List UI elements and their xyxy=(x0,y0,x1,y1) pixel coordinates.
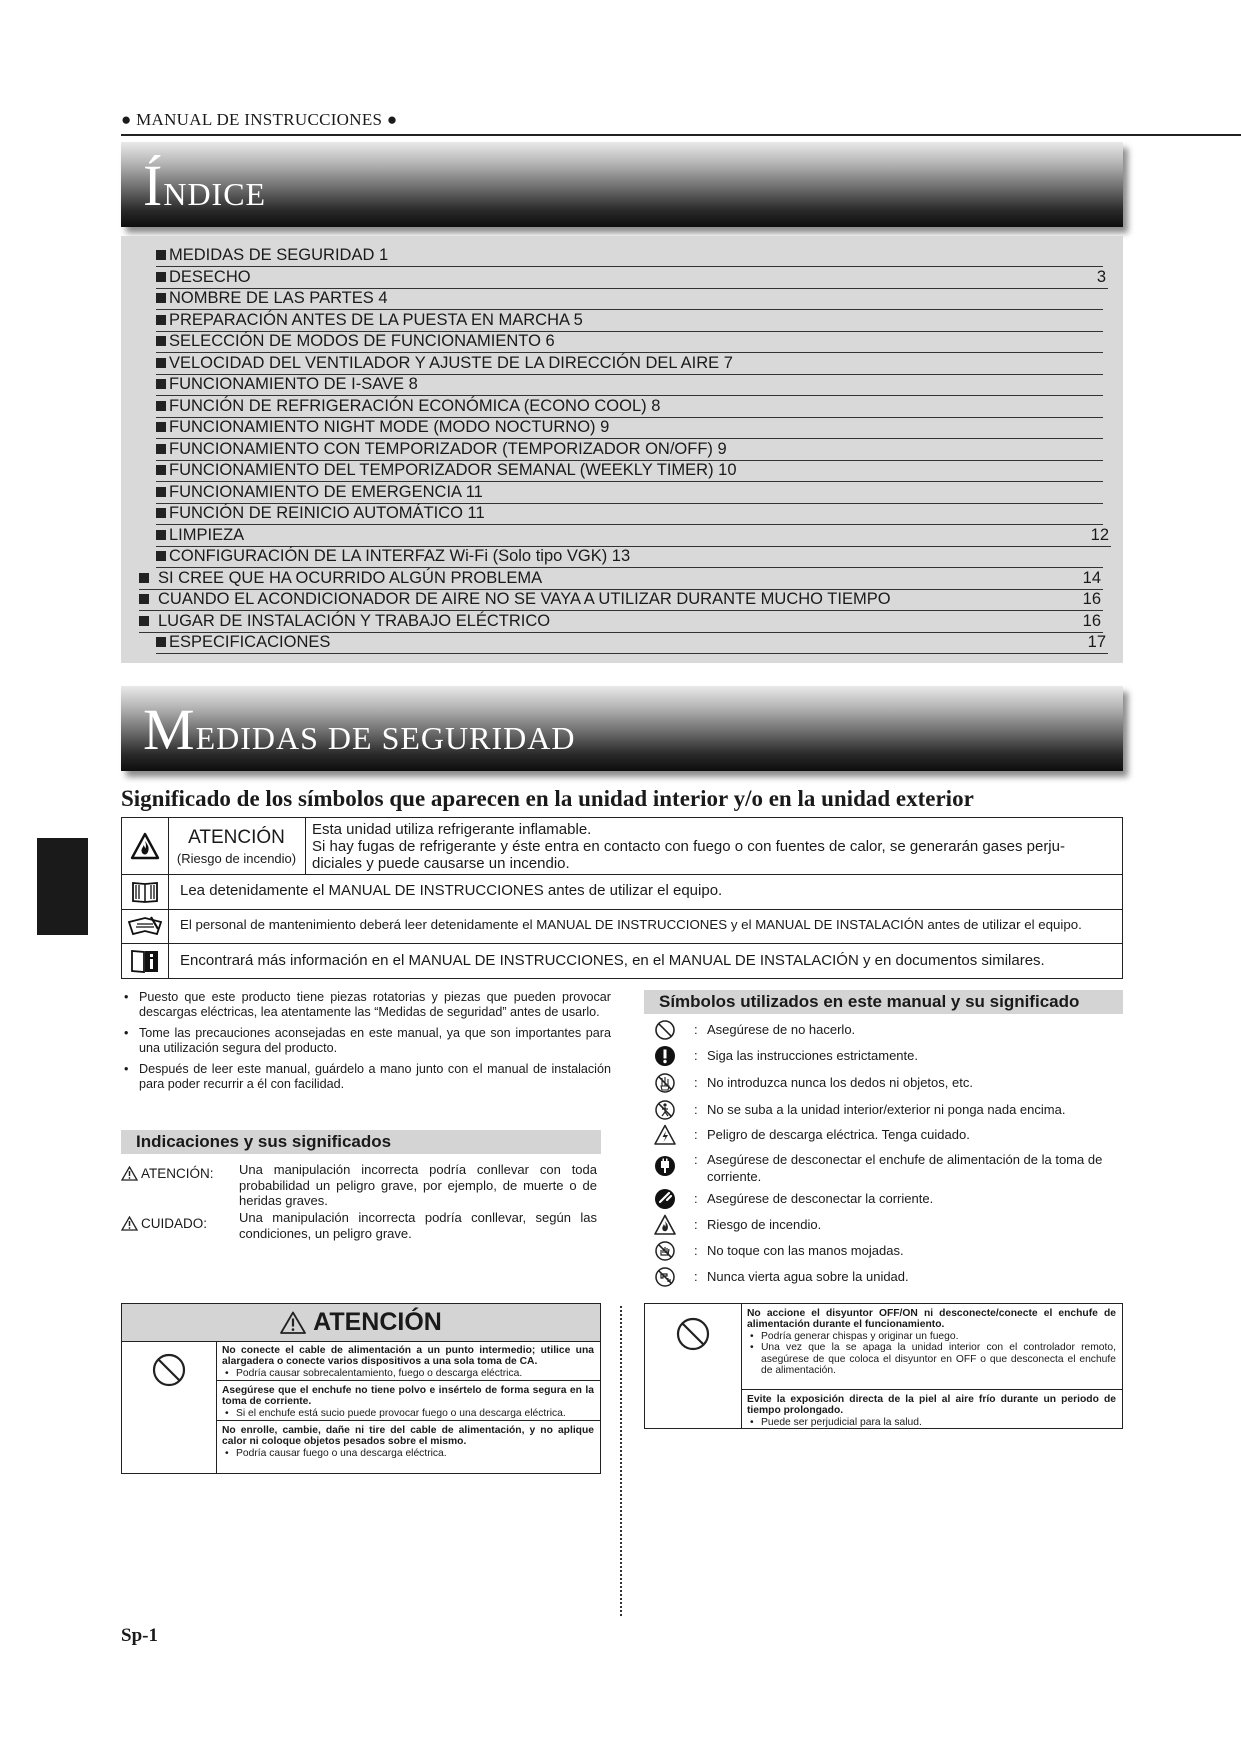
table-row xyxy=(122,909,1122,944)
info-manual-icon xyxy=(122,943,169,978)
list-item: • Puesto que este producto tiene piezas rotatorias y piezas que pueden provocar descargas eléctricas, lea atentamente las “Medidas de seguridad” antes de usarlo. xyxy=(121,990,611,1020)
table-row xyxy=(122,943,1122,978)
column-divider xyxy=(620,1306,622,1616)
warning-icon-cell xyxy=(122,1341,217,1473)
toc-item[interactable]: LUGAR DE INSTALACIÓN Y TRABAJO ELÉCTRICO 16 xyxy=(139,611,1103,633)
square-bullet-icon xyxy=(156,315,166,325)
unit-symbols-table xyxy=(121,817,1123,979)
square-bullet-icon xyxy=(156,293,166,303)
fire-risk-label: ATENCIÓN (Riesgo de incendio) xyxy=(168,818,306,874)
warning-label: ATENCIÓN: xyxy=(121,1166,214,1182)
list-item: • Tome las precauciones aconsejadas en este manual, ya que son importantes para una utilización segura del producto. xyxy=(121,1026,611,1056)
service-manual-icon xyxy=(122,909,169,943)
toc-item[interactable]: ESPECIFICACIONES 17 xyxy=(156,632,1108,654)
toc-item[interactable]: CONFIGURACIÓN DE LA INTERFAZ Wi-Fi (Solo tipo VGK) 13 xyxy=(156,546,1103,568)
list-item: • Después de leer este manual, guárdelo a mano junto con el manual de instalación para poder recurrir a él con facilidad. xyxy=(121,1062,611,1092)
flammable-refrigerant-text: Esta unidad utiliza refrigerante inflamable. Si hay fugas de refrigerante y éste entra en contacto con fuego o con fuentes de calor, se generarán gases perju- diciales y puede causarse un incendio. xyxy=(312,821,1065,872)
breaker-warning-box xyxy=(644,1303,1123,1429)
square-bullet-icon xyxy=(156,551,166,561)
square-bullet-icon xyxy=(139,616,149,626)
table-row xyxy=(122,818,1122,875)
warning-description: Una manipulación incorrecta podría conllevar con toda probabilidad un peligro grave, por ejemplo, de muerte o de heridas graves. xyxy=(239,1162,597,1208)
symbols-subheading: Significado de los símbolos que aparecen en la unidad interior y/o en la unidad exterior xyxy=(121,786,974,811)
section-tab xyxy=(37,838,88,935)
mandatory-icon xyxy=(654,1045,676,1067)
index-title: ÍNDICE xyxy=(143,153,267,218)
table-of-contents xyxy=(121,236,1123,663)
square-bullet-icon xyxy=(156,487,166,497)
square-bullet-icon xyxy=(156,272,166,282)
square-bullet-icon xyxy=(139,594,149,604)
warning-box xyxy=(121,1303,601,1474)
symbols-used-heading: Símbolos utilizados en este manual y su significado xyxy=(644,990,1123,1014)
square-bullet-icon xyxy=(156,444,166,454)
no-water-icon xyxy=(654,1266,676,1288)
square-bullet-icon xyxy=(156,336,166,346)
square-bullet-icon xyxy=(156,379,166,389)
square-bullet-icon xyxy=(156,508,166,518)
toc-item[interactable]: FUNCIÓN DE REINICIO AUTOMÁTICO 11 xyxy=(156,503,1103,525)
caution-triangle-icon xyxy=(121,1216,138,1231)
indications-heading: Indicaciones y sus significados xyxy=(121,1130,601,1154)
toc-item[interactable]: PREPARACIÓN ANTES DE LA PUESTA EN MARCHA 5 xyxy=(156,310,1103,332)
safety-banner xyxy=(121,686,1123,771)
intro-bullets xyxy=(121,990,611,1098)
read-manual-icon xyxy=(122,874,169,909)
no-step-icon xyxy=(654,1099,676,1121)
safety-title: MEDIDAS DE SEGURIDAD xyxy=(143,697,576,762)
info-manual-text: Encontrará más información en el MANUAL DE INSTRUCCIONES, en el MANUAL DE INSTALACIÓN y en documentos similares. xyxy=(180,952,1045,969)
toc-item[interactable]: MEDIDAS DE SEGURIDAD 1 xyxy=(156,245,1103,267)
toc-item[interactable]: FUNCIONAMIENTO DE EMERGENCIA 11 xyxy=(156,482,1103,504)
warning-row: No enrolle, cambie, dañe ni tire del cable de alimentación, y no aplique calor ni coloque objetos pesados sobre el mismo. • Podría causar fuego o una descarga eléctrica. xyxy=(216,1421,600,1473)
fire-risk-icon xyxy=(654,1214,676,1236)
square-bullet-icon xyxy=(156,250,166,260)
toc-item[interactable]: CUANDO EL ACONDICIONADOR DE AIRE NO SE VAYA A UTILIZAR DURANTE MUCHO TIEMPO 16 xyxy=(139,589,1103,611)
toc-item[interactable]: FUNCIONAMIENTO CON TEMPORIZADOR (TEMPORIZADOR ON/OFF) 9 xyxy=(156,439,1103,461)
toc-item[interactable]: VELOCIDAD DEL VENTILADOR Y AJUSTE DE LA DIRECCIÓN DEL AIRE 7 xyxy=(156,353,1103,375)
warning-row: No conecte el cable de alimentación a un punto intermedio; utilice una alargadera o conecte varios dispositivos a una sola toma de CA. • Podría causar sobrecalentamiento, fuego o descarga eléctrica. xyxy=(216,1341,600,1381)
square-bullet-icon xyxy=(139,573,149,583)
warning-row: Asegúrese que el enchufe no tiene polvo e insértelo de forma segura en la toma de corriente. • Si el enchufe está sucio puede provocar fuego o una descarga eléctrica. xyxy=(216,1381,600,1421)
toc-item[interactable]: LIMPIEZA 12 xyxy=(156,525,1111,547)
running-header: ● MANUAL DE INSTRUCCIONES ● xyxy=(121,110,398,129)
toc-item[interactable]: DESECHO 3 xyxy=(156,267,1108,289)
toc-item[interactable]: SI CREE QUE HA OCURRIDO ALGÚN PROBLEMA 14 xyxy=(139,568,1103,590)
disconnect-power-icon xyxy=(654,1188,676,1210)
index-banner xyxy=(121,142,1123,227)
unplug-icon xyxy=(654,1155,676,1177)
toc-item[interactable]: FUNCIÓN DE REFRIGERACIÓN ECONÓMICA (ECONO COOL) 8 xyxy=(156,396,1103,418)
toc-item[interactable]: FUNCIONAMIENTO DE I-SAVE 8 xyxy=(156,374,1103,396)
indication-caution xyxy=(121,1210,601,1244)
prohibition-icon xyxy=(654,1019,676,1041)
electric-shock-icon xyxy=(654,1124,676,1146)
indication-warning xyxy=(121,1162,601,1212)
caution-description: Una manipulación incorrecta podría conllevar, según las condiciones, un peligro grave. xyxy=(239,1210,597,1241)
toc-item[interactable]: FUNCIONAMIENTO NIGHT MODE (MODO NOCTURNO) 9 xyxy=(156,417,1103,439)
page-number: Sp-1 xyxy=(121,1625,158,1646)
square-bullet-icon xyxy=(156,637,166,647)
no-fingers-icon xyxy=(654,1072,676,1094)
toc-item[interactable]: FUNCIONAMIENTO DEL TEMPORIZADOR SEMANAL (WEEKLY TIMER) 10 xyxy=(156,460,1103,482)
table-row xyxy=(122,874,1122,910)
square-bullet-icon xyxy=(156,422,166,432)
caution-label: CUIDADO: xyxy=(121,1216,207,1232)
square-bullet-icon xyxy=(156,401,166,411)
no-wet-hands-icon xyxy=(654,1240,676,1262)
flammable-warning-icon xyxy=(122,818,169,874)
warning-row: No accione el disyuntor OFF/ON ni desconecte/conecte el enchufe de alimentación durante el funcionamiento. • Podría generar chispas y originar un fuego. • Una vez que la se apaga la unidad interior con el controlador remoto, asegúrese de que coloca el disyuntor en OFF o que desconecta el enchufe de alimentación. xyxy=(741,1304,1122,1390)
read-manual-text: Lea detenidamente el MANUAL DE INSTRUCCIONES antes de utilizar el equipo. xyxy=(180,882,723,899)
square-bullet-icon xyxy=(156,530,166,540)
warning-triangle-icon xyxy=(280,1311,306,1334)
toc-item[interactable]: NOMBRE DE LAS PARTES 4 xyxy=(156,288,1103,310)
warning-row: Evite la exposición directa de la piel al aire frío durante un periodo de tiempo prolongado. • Puede ser perjudicial para la salud. xyxy=(741,1390,1122,1428)
warning-icon-cell xyxy=(645,1304,742,1428)
prohibition-icon xyxy=(675,1316,711,1352)
square-bullet-icon xyxy=(156,358,166,368)
service-manual-text: El personal de mantenimiento deberá leer detenidamente el MANUAL DE INSTRUCCIONES y el MANUAL DE INSTALACIÓN antes de utilizar el equipo. xyxy=(180,917,1082,932)
warning-box-header: ATENCIÓN xyxy=(122,1304,600,1342)
square-bullet-icon xyxy=(156,465,166,475)
header-divider xyxy=(121,134,1241,136)
toc-item[interactable]: SELECCIÓN DE MODOS DE FUNCIONAMIENTO 6 xyxy=(156,331,1103,353)
prohibition-icon xyxy=(151,1352,187,1388)
warning-triangle-icon xyxy=(121,1166,138,1181)
